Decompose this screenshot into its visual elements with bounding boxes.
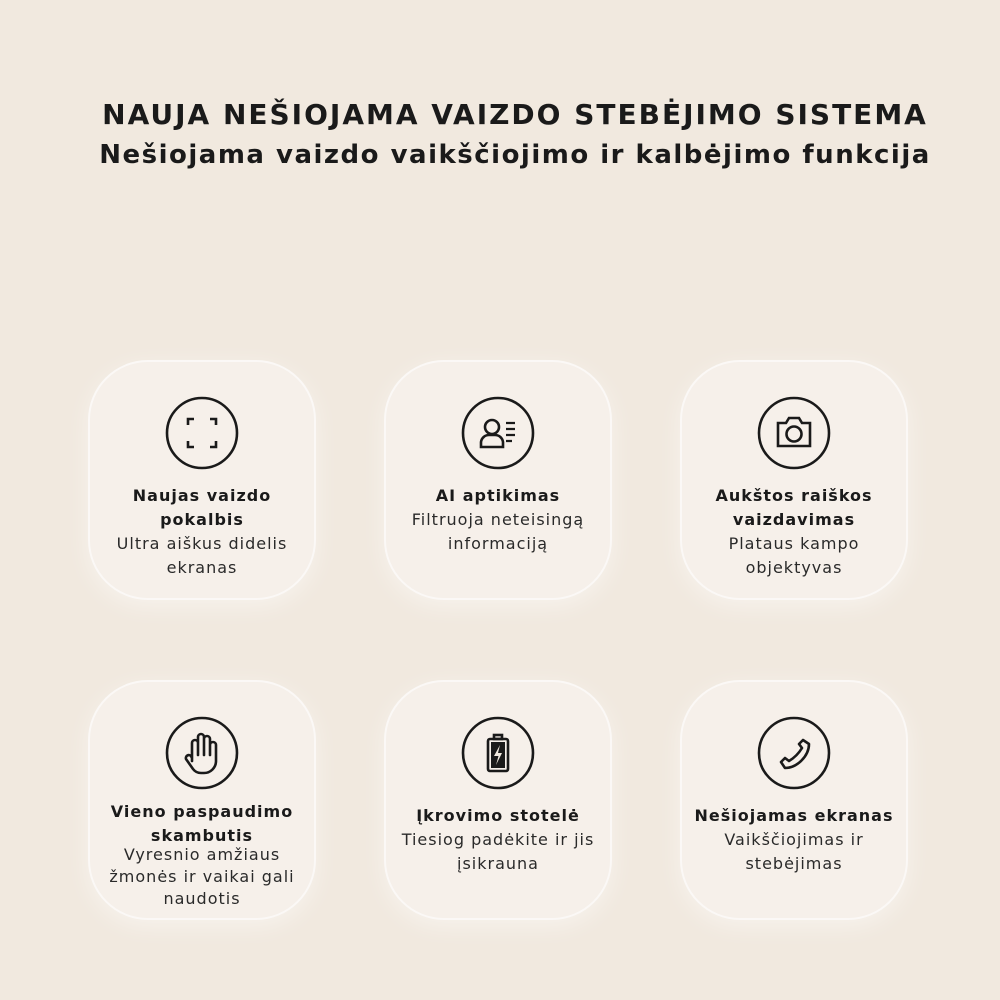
page-title: NAUJA NEŠIOJAMA VAIZDO STEBĖJIMO SISTEMA (102, 98, 928, 131)
scan-frame-icon (164, 395, 240, 471)
feature-card-video-call (88, 360, 316, 600)
feature-description: Vaikščiojimas ir stebėjimas (724, 830, 864, 873)
feature-card-hd-imaging (680, 360, 908, 600)
page-subtitle: Nešiojama vaizdo vaikščiojimo ir kalbėjimo funkcija (99, 140, 931, 170)
feature-title: Naujas vaizdo pokalbis (132, 486, 272, 529)
hand-icon (164, 715, 240, 791)
battery-charging-icon (460, 715, 536, 791)
feature-description: Tiesiog padėkite ir jis įsikrauna (401, 830, 595, 873)
feature-description: Plataus kampo objektyvas (728, 534, 860, 577)
feature-card-charging-station (384, 680, 612, 920)
feature-title: Nešiojamas ekranas (694, 806, 894, 825)
person-id-icon (460, 395, 536, 471)
feature-description: Vyresnio amžiaus žmonės ir vaikai gali naudotis (109, 845, 295, 908)
feature-description: Filtruoja neteisingą informaciją (411, 510, 585, 553)
feature-card-ai-detection (384, 360, 612, 600)
feature-title: Įkrovimo stotelė (416, 806, 580, 825)
phone-icon (756, 715, 832, 791)
camera-icon (756, 395, 832, 471)
feature-title: Vieno paspaudimo skambutis (110, 802, 294, 845)
feature-description: Ultra aiškus didelis ekranas (116, 534, 288, 577)
feature-card-portable-screen (680, 680, 908, 920)
feature-title: AI aptikimas (435, 486, 561, 505)
feature-card-one-touch-call (88, 680, 316, 920)
feature-title: Aukštos raiškos vaizdavimas (715, 486, 873, 529)
